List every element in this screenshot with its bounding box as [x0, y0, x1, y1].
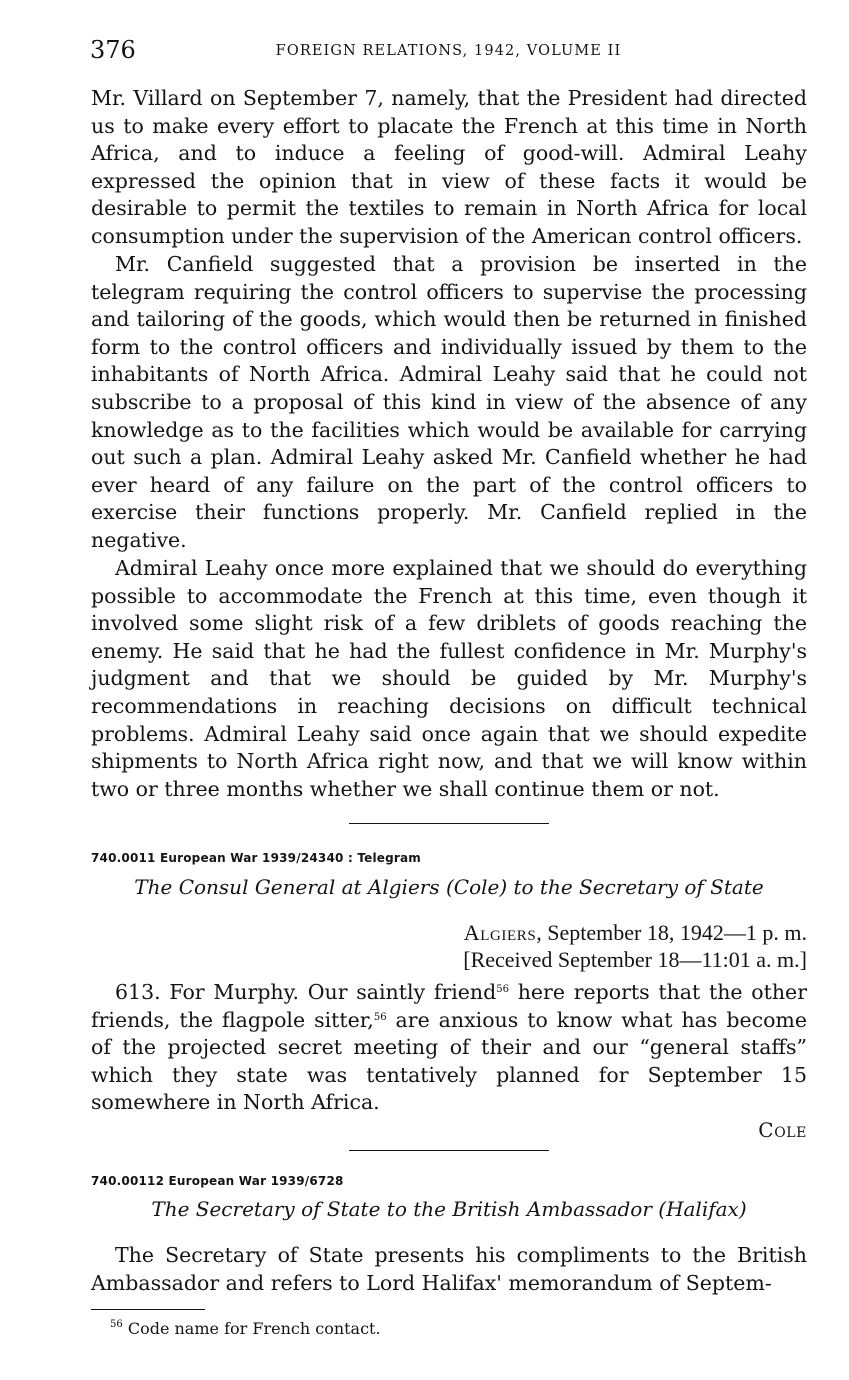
- dateline-date: , September 18, 1942—1 p. m.: [536, 920, 807, 945]
- telegram-body: [91, 979, 807, 1117]
- running-title: FOREIGN RELATIONS, 1942, VOLUME II: [275, 43, 622, 59]
- memo-body: The Secretary of State presents his compliments to the British Ambassador and refers to Lord Halifax' memorandum of Septem-: [91, 1243, 807, 1295]
- footnote-ref: 56: [496, 984, 509, 995]
- footnote-ref: 56: [373, 1011, 387, 1023]
- telegram-text-part: are anxious to know what has become of the projected secret meeting of their and our “general staffs” which they state was tentatively planned for September 15 somewhere in North Africa.: [91, 1007, 808, 1115]
- dateline-place: Algiers: [463, 920, 537, 945]
- footnote-rule: [91, 1309, 205, 1310]
- telegram-text-part: here reports that the other friends, the flagpole sitter,: [91, 980, 807, 1032]
- telegram-received: [Received September 18—11:01 a. m.]: [463, 947, 807, 972]
- memo-file-reference: 740.00112 European War 1939/6728: [91, 1174, 344, 1188]
- telegram-title: The Consul General at Algiers (Cole) to the Secretary of State: [134, 875, 764, 899]
- footnote: [110, 1318, 381, 1340]
- footnote-text: Code name for French contact.: [122, 1319, 381, 1338]
- memo-title: The Secretary of State to the British Ambassador (Halifax): [151, 1197, 747, 1221]
- telegram-dateline: [464, 919, 807, 946]
- telegram-signature: Cole: [758, 1118, 807, 1142]
- footnote-number: 56: [110, 1319, 123, 1330]
- section-divider: [349, 823, 549, 824]
- telegram-file-reference: 740.0011 European War 1939/24340 : Telegram: [91, 851, 422, 865]
- telegram-text-part: 613. For Murphy. Our saintly friend: [115, 980, 497, 1004]
- section-divider: [349, 1150, 549, 1151]
- paragraph-leahy: Admiral Leahy once more explained that we should do everything possible to accommodate the French at this time, even though it involved some slight risk of a few driblets of goods reaching the enemy. He said that he had the fullest confidence in Mr. Murphy's judgment and that we should be guided by Mr. Murphy's recommendations in reaching decisions on difficult technical problems. Admiral Leahy said once again that we should expedite shipments to North Africa right now, and that we will know within two or three months whether we shall continue them or not.: [91, 556, 807, 801]
- paragraph-canfield: Mr. Canfield suggested that a provision be inserted in the telegram requiring the control officers to supervise the processing and tailoring of the goods, which would then be returned in finished form to the control officers and individually issued by them to the inhabitants of North Africa. Admiral Leahy said that he could not subscribe to a proposal of this kind in view of the absence of any knowledge as to the facilities which would be available for carrying out such a plan. Admiral Leahy asked Mr. Canfield whether he had ever heard of any failure on the part of the control officers to exercise their functions properly. Mr. Canfield replied in the negative.: [91, 252, 807, 552]
- paragraph-continuation: Mr. Villard on September 7, namely, that the President had directed us to make every effort to placate the French at this time in North Africa, and to induce a feeling of good-will. Admiral Leahy expressed the opinion that in view of these facts it would be desirable to permit the textiles to remain in North Africa for local consumption under the supervision of the American control officers.: [91, 86, 807, 248]
- page-number: 376: [90, 36, 136, 64]
